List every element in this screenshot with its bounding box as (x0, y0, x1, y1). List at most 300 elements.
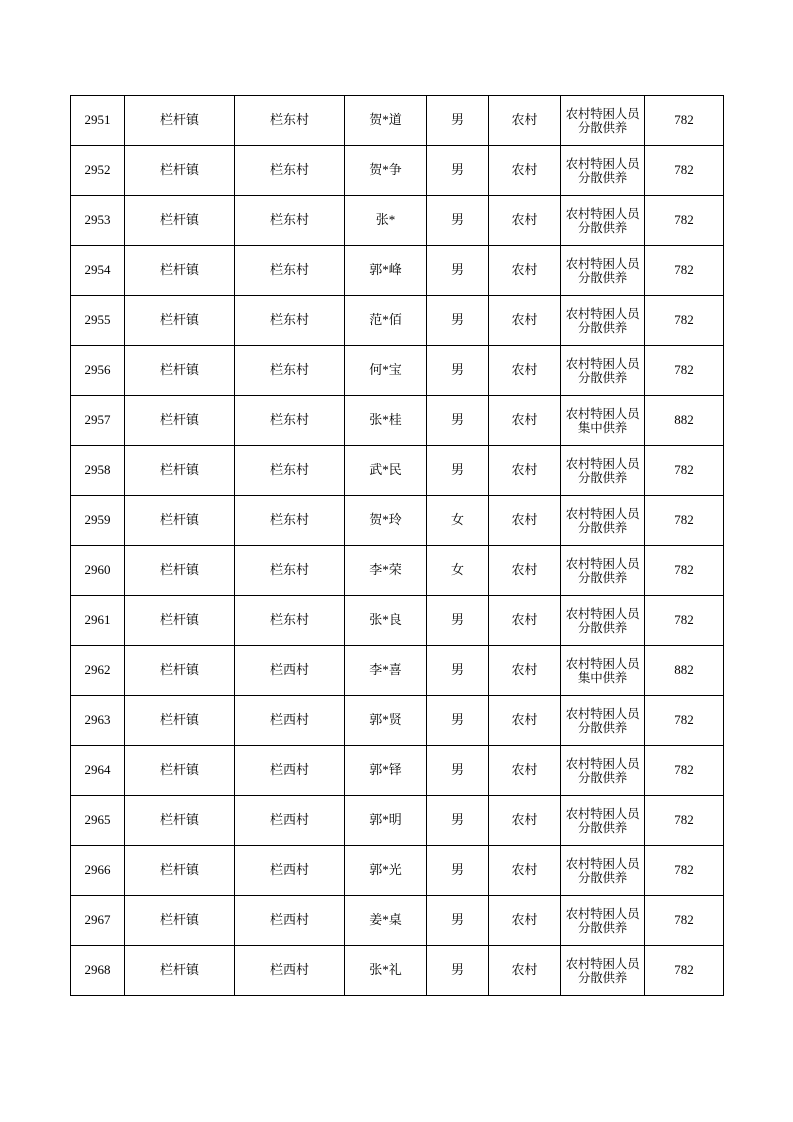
cell-name-text: 郭*明 (369, 812, 402, 828)
cell-gender (427, 246, 489, 296)
cell-amount-text: 882 (674, 662, 694, 678)
cell-village-text: 栏东村 (269, 312, 309, 328)
cell-village (235, 296, 345, 346)
cell-amount-text: 782 (674, 362, 694, 378)
cell-relief-category-text: 农村特困人员分散供养 (565, 206, 640, 235)
cell-amount (645, 96, 724, 146)
cell-relief-category (561, 346, 645, 396)
table-row (71, 846, 724, 896)
cell-id (71, 896, 125, 946)
cell-gender (427, 96, 489, 146)
cell-gender-text: 男 (450, 162, 464, 178)
cell-hukou-type (489, 496, 561, 546)
cell-id (71, 96, 125, 146)
table-row (71, 246, 724, 296)
cell-gender-text: 男 (450, 762, 464, 778)
cell-name (345, 796, 427, 846)
table-row (71, 296, 724, 346)
cell-gender-text: 男 (450, 712, 464, 728)
cell-town-text: 栏杆镇 (159, 962, 199, 978)
cell-id (71, 496, 125, 546)
cell-id-text: 2953 (84, 212, 111, 228)
cell-name-text: 郭*铎 (369, 762, 402, 778)
cell-name (345, 396, 427, 446)
cell-name-text: 李*荣 (369, 562, 402, 578)
cell-name-text: 张*礼 (369, 962, 402, 978)
cell-village-text: 栏东村 (269, 512, 309, 528)
cell-name (345, 646, 427, 696)
cell-gender (427, 546, 489, 596)
cell-name (345, 96, 427, 146)
cell-gender-text: 男 (450, 262, 464, 278)
cell-amount-text: 782 (674, 962, 694, 978)
cell-amount (645, 146, 724, 196)
cell-town-text: 栏杆镇 (159, 312, 199, 328)
cell-village-text: 栏东村 (269, 262, 309, 278)
cell-hukou-type (489, 346, 561, 396)
cell-id-text: 2964 (84, 762, 111, 778)
cell-name-text: 武*民 (369, 462, 402, 478)
cell-hukou-type (489, 96, 561, 146)
cell-gender (427, 696, 489, 746)
cell-town-text: 栏杆镇 (159, 362, 199, 378)
cell-id-text: 2957 (84, 412, 111, 428)
cell-gender-text: 男 (450, 462, 464, 478)
cell-hukou-type (489, 796, 561, 846)
cell-hukou-type (489, 646, 561, 696)
cell-gender-text: 男 (450, 312, 464, 328)
cell-town-text: 栏杆镇 (159, 462, 199, 478)
cell-town (125, 496, 235, 546)
cell-relief-category (561, 246, 645, 296)
table-row (71, 596, 724, 646)
cell-village (235, 96, 345, 146)
cell-amount-text: 782 (674, 812, 694, 828)
cell-gender (427, 946, 489, 996)
table-row (71, 746, 724, 796)
cell-id-text: 2963 (84, 712, 111, 728)
cell-name (345, 596, 427, 646)
cell-hukou-type (489, 196, 561, 246)
cell-name (345, 696, 427, 746)
cell-name-text: 张*良 (369, 612, 402, 628)
cell-gender (427, 596, 489, 646)
cell-relief-category-text: 农村特困人员分散供养 (565, 806, 640, 835)
cell-town (125, 896, 235, 946)
cell-id-text: 2967 (84, 912, 111, 928)
cell-amount-text: 782 (674, 562, 694, 578)
cell-amount (645, 296, 724, 346)
cell-relief-category (561, 746, 645, 796)
cell-gender-text: 男 (450, 612, 464, 628)
cell-hukou-type (489, 546, 561, 596)
cell-amount-text: 782 (674, 612, 694, 628)
cell-amount (645, 946, 724, 996)
cell-town-text: 栏杆镇 (159, 512, 199, 528)
cell-gender (427, 846, 489, 896)
cell-amount (645, 496, 724, 546)
cell-village-text: 栏东村 (269, 362, 309, 378)
cell-gender (427, 746, 489, 796)
cell-id-text: 2961 (84, 612, 111, 628)
cell-hukou-type-text: 农村 (511, 312, 538, 328)
cell-relief-category (561, 546, 645, 596)
cell-id (71, 846, 125, 896)
cell-village-text: 栏东村 (269, 462, 309, 478)
cell-relief-category (561, 696, 645, 746)
table-row (71, 146, 724, 196)
cell-hukou-type-text: 农村 (511, 512, 538, 528)
cell-id-text: 2962 (84, 662, 111, 678)
cell-id (71, 746, 125, 796)
cell-hukou-type-text: 农村 (511, 262, 538, 278)
cell-town-text: 栏杆镇 (159, 262, 199, 278)
cell-village-text: 栏东村 (269, 212, 309, 228)
cell-amount-text: 782 (674, 462, 694, 478)
cell-gender-text: 男 (450, 662, 464, 678)
cell-town (125, 446, 235, 496)
cell-town (125, 846, 235, 896)
cell-id-text: 2956 (84, 362, 111, 378)
cell-village-text: 栏西村 (269, 912, 309, 928)
cell-gender-text: 男 (450, 912, 464, 928)
cell-town-text: 栏杆镇 (159, 212, 199, 228)
subsidy-table (70, 95, 724, 996)
cell-town-text: 栏杆镇 (159, 762, 199, 778)
cell-amount (645, 396, 724, 446)
cell-gender (427, 446, 489, 496)
cell-amount (645, 696, 724, 746)
cell-town-text: 栏杆镇 (159, 612, 199, 628)
cell-gender (427, 796, 489, 846)
cell-village (235, 446, 345, 496)
cell-amount-text: 782 (674, 762, 694, 778)
cell-gender (427, 346, 489, 396)
table-row (71, 346, 724, 396)
cell-town (125, 196, 235, 246)
cell-gender (427, 646, 489, 696)
cell-name (345, 896, 427, 946)
table-row (71, 646, 724, 696)
cell-relief-category-text: 农村特困人员分散供养 (565, 256, 640, 285)
cell-name (345, 746, 427, 796)
cell-village (235, 846, 345, 896)
cell-name (345, 346, 427, 396)
cell-hukou-type-text: 农村 (511, 812, 538, 828)
cell-town-text: 栏杆镇 (159, 712, 199, 728)
cell-hukou-type-text: 农村 (511, 962, 538, 978)
cell-name-text: 贺*玲 (369, 512, 402, 528)
cell-amount-text: 782 (674, 312, 694, 328)
cell-village-text: 栏东村 (269, 162, 309, 178)
cell-town-text: 栏杆镇 (159, 812, 199, 828)
cell-relief-category-text: 农村特困人员分散供养 (565, 756, 640, 785)
cell-town (125, 346, 235, 396)
cell-relief-category (561, 846, 645, 896)
cell-town (125, 296, 235, 346)
cell-id-text: 2951 (84, 112, 111, 128)
cell-amount (645, 196, 724, 246)
cell-name-text: 贺*争 (369, 162, 402, 178)
cell-relief-category (561, 96, 645, 146)
cell-amount-text: 782 (674, 862, 694, 878)
cell-id (71, 396, 125, 446)
cell-name (345, 846, 427, 896)
cell-amount-text: 782 (674, 212, 694, 228)
cell-town (125, 246, 235, 296)
cell-hukou-type (489, 696, 561, 746)
cell-hukou-type (489, 446, 561, 496)
cell-name (345, 146, 427, 196)
cell-gender-text: 女 (450, 562, 464, 578)
cell-gender (427, 296, 489, 346)
cell-relief-category (561, 946, 645, 996)
cell-relief-category (561, 596, 645, 646)
table-row (71, 196, 724, 246)
cell-name-text: 贺*道 (369, 112, 402, 128)
cell-gender-text: 男 (450, 362, 464, 378)
cell-name (345, 196, 427, 246)
cell-town (125, 796, 235, 846)
cell-hukou-type-text: 农村 (511, 162, 538, 178)
cell-id-text: 2959 (84, 512, 111, 528)
cell-town (125, 546, 235, 596)
cell-relief-category-text: 农村特困人员分散供养 (565, 856, 640, 885)
cell-amount (645, 546, 724, 596)
cell-hukou-type (489, 596, 561, 646)
cell-village-text: 栏西村 (269, 762, 309, 778)
cell-hukou-type (489, 846, 561, 896)
cell-amount (645, 346, 724, 396)
cell-relief-category (561, 496, 645, 546)
cell-relief-category (561, 396, 645, 446)
cell-amount-text: 882 (674, 412, 694, 428)
cell-amount-text: 782 (674, 512, 694, 528)
cell-amount (645, 846, 724, 896)
cell-village (235, 546, 345, 596)
cell-relief-category (561, 296, 645, 346)
cell-gender (427, 496, 489, 546)
cell-relief-category-text: 农村特困人员分散供养 (565, 606, 640, 635)
cell-id-text: 2960 (84, 562, 111, 578)
cell-gender-text: 男 (450, 212, 464, 228)
cell-town-text: 栏杆镇 (159, 162, 199, 178)
table-row (71, 896, 724, 946)
cell-town (125, 696, 235, 746)
cell-id-text: 2954 (84, 262, 111, 278)
cell-name-text: 郭*光 (369, 862, 402, 878)
cell-town (125, 596, 235, 646)
cell-town-text: 栏杆镇 (159, 412, 199, 428)
cell-town (125, 746, 235, 796)
cell-id (71, 646, 125, 696)
cell-village (235, 896, 345, 946)
cell-relief-category-text: 农村特困人员分散供养 (565, 106, 640, 135)
cell-village (235, 396, 345, 446)
cell-village-text: 栏东村 (269, 412, 309, 428)
cell-relief-category-text: 农村特困人员分散供养 (565, 556, 640, 585)
cell-name (345, 946, 427, 996)
cell-gender-text: 女 (450, 512, 464, 528)
table-row (71, 946, 724, 996)
cell-name (345, 546, 427, 596)
cell-id-text: 2965 (84, 812, 111, 828)
cell-id (71, 346, 125, 396)
cell-gender-text: 男 (450, 862, 464, 878)
cell-name (345, 446, 427, 496)
cell-town-text: 栏杆镇 (159, 112, 199, 128)
cell-hukou-type-text: 农村 (511, 462, 538, 478)
cell-village-text: 栏东村 (269, 112, 309, 128)
cell-village-text: 栏西村 (269, 962, 309, 978)
table-row (71, 446, 724, 496)
cell-hukou-type (489, 146, 561, 196)
cell-name-text: 何*宝 (369, 362, 402, 378)
cell-village (235, 346, 345, 396)
cell-village (235, 646, 345, 696)
cell-id (71, 696, 125, 746)
cell-name-text: 范*佰 (369, 312, 402, 328)
table-row (71, 396, 724, 446)
cell-id (71, 196, 125, 246)
cell-name-text: 姜*桌 (369, 912, 402, 928)
cell-village-text: 栏西村 (269, 662, 309, 678)
cell-hukou-type-text: 农村 (511, 612, 538, 628)
table-row (71, 496, 724, 546)
cell-relief-category-text: 农村特困人员集中供养 (565, 656, 640, 685)
cell-relief-category-text: 农村特困人员分散供养 (565, 906, 640, 935)
cell-town (125, 96, 235, 146)
cell-amount-text: 782 (674, 262, 694, 278)
cell-town (125, 146, 235, 196)
cell-gender-text: 男 (450, 812, 464, 828)
cell-name (345, 496, 427, 546)
cell-id-text: 2968 (84, 962, 111, 978)
cell-name-text: 李*喜 (369, 662, 402, 678)
cell-relief-category (561, 446, 645, 496)
cell-relief-category (561, 196, 645, 246)
cell-village (235, 196, 345, 246)
cell-hukou-type-text: 农村 (511, 362, 538, 378)
cell-name (345, 246, 427, 296)
cell-village (235, 596, 345, 646)
cell-hukou-type (489, 246, 561, 296)
cell-town (125, 946, 235, 996)
cell-hukou-type-text: 农村 (511, 762, 538, 778)
cell-gender-text: 男 (450, 962, 464, 978)
cell-gender (427, 896, 489, 946)
cell-village (235, 746, 345, 796)
cell-id-text: 2966 (84, 862, 111, 878)
cell-relief-category (561, 896, 645, 946)
cell-amount-text: 782 (674, 162, 694, 178)
cell-relief-category (561, 146, 645, 196)
cell-town-text: 栏杆镇 (159, 662, 199, 678)
cell-village (235, 496, 345, 546)
cell-gender (427, 146, 489, 196)
cell-id (71, 596, 125, 646)
cell-id (71, 546, 125, 596)
cell-amount (645, 746, 724, 796)
table-row (71, 96, 724, 146)
cell-name (345, 296, 427, 346)
cell-id-text: 2958 (84, 462, 111, 478)
cell-hukou-type-text: 农村 (511, 562, 538, 578)
cell-hukou-type (489, 946, 561, 996)
cell-town (125, 396, 235, 446)
cell-amount (645, 596, 724, 646)
cell-hukou-type (489, 746, 561, 796)
cell-relief-category-text: 农村特困人员集中供养 (565, 406, 640, 435)
cell-village (235, 696, 345, 746)
cell-village (235, 946, 345, 996)
cell-name-text: 张* (375, 212, 396, 228)
cell-amount (645, 246, 724, 296)
cell-id-text: 2952 (84, 162, 111, 178)
cell-amount (645, 446, 724, 496)
cell-name-text: 郭*贤 (369, 712, 402, 728)
cell-hukou-type-text: 农村 (511, 662, 538, 678)
cell-amount (645, 646, 724, 696)
cell-gender-text: 男 (450, 112, 464, 128)
cell-village-text: 栏西村 (269, 812, 309, 828)
cell-village (235, 146, 345, 196)
cell-relief-category-text: 农村特困人员分散供养 (565, 156, 640, 185)
cell-hukou-type-text: 农村 (511, 112, 538, 128)
cell-id (71, 296, 125, 346)
cell-village-text: 栏西村 (269, 862, 309, 878)
table-row (71, 546, 724, 596)
cell-hukou-type (489, 896, 561, 946)
cell-village-text: 栏东村 (269, 562, 309, 578)
cell-id (71, 146, 125, 196)
cell-id-text: 2955 (84, 312, 111, 328)
cell-relief-category (561, 646, 645, 696)
cell-amount-text: 782 (674, 712, 694, 728)
cell-village (235, 796, 345, 846)
cell-village-text: 栏东村 (269, 612, 309, 628)
cell-village-text: 栏西村 (269, 712, 309, 728)
cell-hukou-type (489, 396, 561, 446)
cell-gender (427, 396, 489, 446)
cell-hukou-type-text: 农村 (511, 862, 538, 878)
cell-name-text: 郭*峰 (369, 262, 402, 278)
cell-amount-text: 782 (674, 112, 694, 128)
cell-amount-text: 782 (674, 912, 694, 928)
cell-hukou-type-text: 农村 (511, 912, 538, 928)
cell-relief-category-text: 农村特困人员分散供养 (565, 506, 640, 535)
table-body (71, 96, 724, 996)
cell-name-text: 张*桂 (369, 412, 402, 428)
cell-id (71, 946, 125, 996)
table-row (71, 796, 724, 846)
cell-gender (427, 196, 489, 246)
cell-amount (645, 896, 724, 946)
cell-hukou-type-text: 农村 (511, 712, 538, 728)
cell-relief-category-text: 农村特困人员分散供养 (565, 706, 640, 735)
cell-gender-text: 男 (450, 412, 464, 428)
cell-relief-category-text: 农村特困人员分散供养 (565, 456, 640, 485)
table-row (71, 696, 724, 746)
cell-relief-category-text: 农村特困人员分散供养 (565, 306, 640, 335)
cell-town (125, 646, 235, 696)
cell-town-text: 栏杆镇 (159, 862, 199, 878)
cell-id (71, 246, 125, 296)
cell-hukou-type-text: 农村 (511, 212, 538, 228)
cell-hukou-type-text: 农村 (511, 412, 538, 428)
cell-town-text: 栏杆镇 (159, 562, 199, 578)
cell-id (71, 446, 125, 496)
